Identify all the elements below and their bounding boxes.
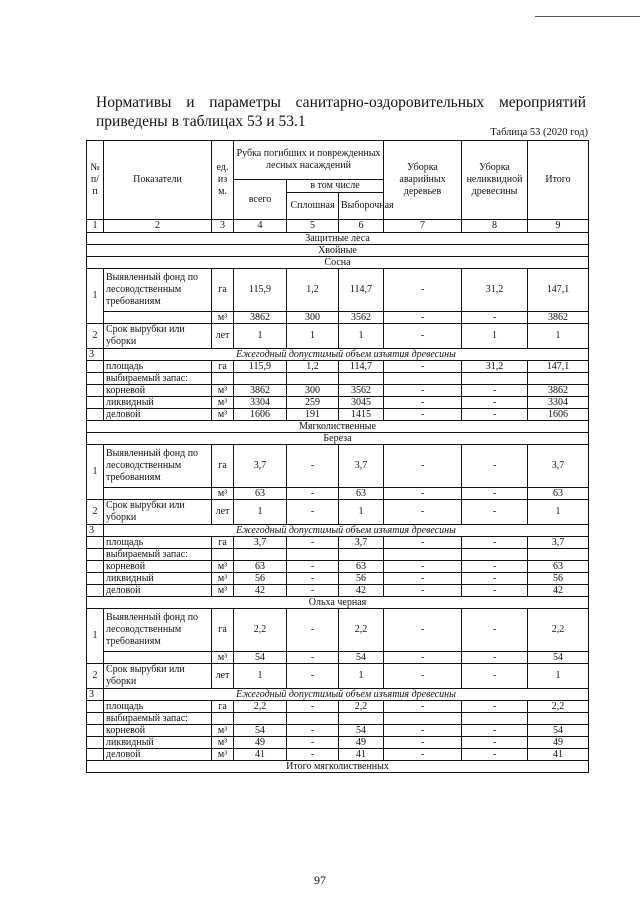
empty-cell — [87, 573, 104, 585]
table-cell: лет — [212, 664, 234, 689]
table-cell — [528, 713, 589, 725]
empty-cell — [87, 537, 104, 549]
page-number: 97 — [314, 873, 326, 887]
row-number: 3 — [87, 349, 104, 361]
data-row — [87, 537, 589, 549]
table-cell: га — [212, 609, 234, 652]
table-cell: - — [462, 609, 528, 652]
row-label: Выявленный фонд по лесоводственным требованиям — [104, 269, 212, 312]
row-label: площадь — [104, 361, 212, 373]
data-row — [87, 409, 589, 421]
header-including: в том числе — [287, 180, 384, 193]
table-cell: - — [287, 737, 339, 749]
subsection-title: Ежегодный допустимый объем изъятия древесины — [104, 349, 589, 361]
column-number-cell: 7 — [384, 220, 462, 233]
table-cell: - — [287, 725, 339, 737]
table-cell: 2,2 — [339, 609, 384, 652]
table-cell: - — [384, 324, 462, 349]
table-cell — [384, 549, 462, 561]
table-cell: га — [212, 701, 234, 713]
table-cell: 3862 — [528, 312, 589, 324]
table-cell: 1606 — [234, 409, 287, 421]
table-cell: - — [462, 561, 528, 573]
table-cell: 54 — [339, 652, 384, 664]
table-cell: - — [462, 488, 528, 500]
term-row — [87, 324, 589, 349]
table-cell: 3,7 — [339, 445, 384, 488]
empty-cell — [87, 409, 104, 421]
table-cell: м³ — [212, 725, 234, 737]
table-cell: - — [384, 701, 462, 713]
data-row — [87, 701, 589, 713]
fund-row — [87, 445, 589, 488]
term-row — [87, 500, 589, 525]
table-cell: 1,2 — [287, 361, 339, 373]
table-cell: лет — [212, 324, 234, 349]
table-cell: га — [212, 361, 234, 373]
table-cell: м³ — [212, 652, 234, 664]
table-cell: 41 — [234, 749, 287, 761]
section-title: Береза — [87, 433, 589, 445]
table-cell: - — [384, 585, 462, 597]
table-cell: 2,2 — [339, 701, 384, 713]
table-cell — [528, 549, 589, 561]
table-cell: - — [287, 664, 339, 689]
data-row — [87, 573, 589, 585]
table-cell — [212, 713, 234, 725]
table-cell: м³ — [212, 397, 234, 409]
data-row — [87, 725, 589, 737]
table-cell: - — [462, 737, 528, 749]
empty-cell — [87, 749, 104, 761]
table-cell: - — [462, 537, 528, 549]
data-row — [87, 361, 589, 373]
row-number: 3 — [87, 525, 104, 537]
table-cell: га — [212, 269, 234, 312]
table-cell: 115,9 — [234, 269, 287, 312]
row-label: Выявленный фонд по лесоводственным требованиям — [104, 445, 212, 488]
data-row — [87, 397, 589, 409]
section-row — [87, 597, 589, 609]
table-cell — [339, 373, 384, 385]
table-cell: - — [384, 361, 462, 373]
section-heading: Нормативы и параметры санитарно-оздоровительных мероприятий приведены в таблицах 53 и 53.1 — [96, 94, 586, 130]
table-cell: 1 — [339, 664, 384, 689]
section-title: Сосна — [87, 257, 589, 269]
term-row — [87, 664, 589, 689]
table-cell: 300 — [287, 385, 339, 397]
table-cell: - — [462, 749, 528, 761]
table-cell: - — [384, 652, 462, 664]
table-cell: га — [212, 537, 234, 549]
table-cell: 1 — [234, 324, 287, 349]
table-cell: 1 — [234, 664, 287, 689]
subsection-row — [87, 689, 589, 701]
row-label: ликвидный — [104, 737, 212, 749]
empty-cell — [104, 312, 212, 324]
header-selective: Выборочная — [339, 193, 384, 220]
header-emergency-trees: Уборка аварийных деревьев — [384, 141, 462, 220]
table-cell: - — [384, 445, 462, 488]
scan-artifact-line — [535, 16, 640, 17]
table-cell: - — [287, 585, 339, 597]
table-cell: - — [384, 749, 462, 761]
section-row — [87, 433, 589, 445]
empty-cell — [87, 725, 104, 737]
row-label: выбираемый запас: — [104, 549, 212, 561]
row-label: деловой — [104, 749, 212, 761]
table-cell: 56 — [234, 573, 287, 585]
table-cell: 41 — [339, 749, 384, 761]
fund-volume-row — [87, 488, 589, 500]
empty-cell — [87, 701, 104, 713]
table-cell: 42 — [234, 585, 287, 597]
subsection-row — [87, 525, 589, 537]
table-cell: - — [384, 397, 462, 409]
section-title: Хвойные — [87, 245, 589, 257]
section-row — [87, 245, 589, 257]
table-cell: 3304 — [234, 397, 287, 409]
table-cell: - — [384, 269, 462, 312]
header-clear-cut: Сплошная — [287, 193, 339, 220]
table-cell: - — [287, 500, 339, 525]
table-cell: 1415 — [339, 409, 384, 421]
table-cell — [462, 549, 528, 561]
table-cell: - — [384, 537, 462, 549]
table-cell — [234, 373, 287, 385]
table-cell: - — [462, 664, 528, 689]
table-cell: - — [462, 397, 528, 409]
column-number-cell: 8 — [462, 220, 528, 233]
table-cell: 49 — [528, 737, 589, 749]
data-row — [87, 585, 589, 597]
fund-row — [87, 269, 589, 312]
data-row — [87, 549, 589, 561]
table-cell: 1 — [339, 324, 384, 349]
table-cell: 3862 — [234, 312, 287, 324]
table-cell: 115,9 — [234, 361, 287, 373]
row-label: выбираемый запас: — [104, 373, 212, 385]
table-cell: - — [287, 445, 339, 488]
table-cell: га — [212, 445, 234, 488]
table-cell: 63 — [339, 488, 384, 500]
table-cell: м³ — [212, 749, 234, 761]
table-cell: 1 — [287, 324, 339, 349]
table-cell: - — [384, 609, 462, 652]
row-label: выбираемый запас: — [104, 713, 212, 725]
empty-cell — [87, 385, 104, 397]
table-cell: - — [287, 488, 339, 500]
table-cell: 3,7 — [528, 445, 589, 488]
row-number: 1 — [87, 269, 104, 324]
table-cell: 300 — [287, 312, 339, 324]
section-row — [87, 761, 589, 773]
table-wrapper — [86, 140, 588, 773]
row-label: Срок вырубки или уборки — [104, 500, 212, 525]
table-cell: м³ — [212, 561, 234, 573]
table-cell: м³ — [212, 737, 234, 749]
column-number-cell: 4 — [234, 220, 287, 233]
table-cell: 42 — [339, 585, 384, 597]
table-cell: лет — [212, 500, 234, 525]
table-cell — [384, 373, 462, 385]
empty-cell — [87, 373, 104, 385]
data-row — [87, 373, 589, 385]
table-cell: - — [462, 701, 528, 713]
table-cell: - — [384, 664, 462, 689]
empty-cell — [104, 652, 212, 664]
table-cell: 2,2 — [528, 701, 589, 713]
sanitary-measures-table — [86, 140, 589, 773]
table-cell: 63 — [234, 561, 287, 573]
table-cell: - — [287, 652, 339, 664]
column-number-cell: 5 — [287, 220, 339, 233]
subsection-row — [87, 349, 589, 361]
row-label: корневой — [104, 385, 212, 397]
empty-cell — [87, 585, 104, 597]
table-cell — [234, 549, 287, 561]
section-title: Итого мягколиственных — [87, 761, 589, 773]
table-cell: - — [462, 652, 528, 664]
table-cell: 147,1 — [528, 269, 589, 312]
table-cell: - — [462, 500, 528, 525]
table-cell: 2,2 — [528, 609, 589, 652]
table-cell: 3562 — [339, 312, 384, 324]
fund-volume-row — [87, 652, 589, 664]
table-cell — [462, 713, 528, 725]
table-cell: 191 — [287, 409, 339, 421]
empty-cell — [87, 737, 104, 749]
empty-cell — [87, 549, 104, 561]
table-cell: 3,7 — [234, 537, 287, 549]
table-cell: 54 — [528, 725, 589, 737]
table-cell: м³ — [212, 573, 234, 585]
column-number-cell: 6 — [339, 220, 384, 233]
table-cell: - — [384, 500, 462, 525]
empty-cell — [104, 488, 212, 500]
table-cell: 54 — [234, 725, 287, 737]
table-cell — [287, 549, 339, 561]
row-number: 2 — [87, 324, 104, 349]
header-illiquid-wood: Уборка неликвидной древесины — [462, 141, 528, 220]
row-label: ликвидный — [104, 573, 212, 585]
table-cell: - — [287, 749, 339, 761]
table-cell: м³ — [212, 409, 234, 421]
table-cell: м³ — [212, 312, 234, 324]
row-number: 1 — [87, 445, 104, 500]
table-cell — [212, 549, 234, 561]
header-num: № п/ п — [87, 141, 104, 220]
table-cell: 2,2 — [234, 609, 287, 652]
table-cell: - — [462, 312, 528, 324]
table-cell — [287, 373, 339, 385]
table-cell: 63 — [528, 488, 589, 500]
section-row — [87, 257, 589, 269]
header-unit: ед. из м. — [212, 141, 234, 220]
table-cell: - — [384, 725, 462, 737]
data-row — [87, 749, 589, 761]
table-cell: 1606 — [528, 409, 589, 421]
table-cell: 3562 — [339, 385, 384, 397]
row-label: Срок вырубки или уборки — [104, 664, 212, 689]
table-cell — [287, 713, 339, 725]
table-cell: 3,7 — [528, 537, 589, 549]
row-number: 2 — [87, 500, 104, 525]
row-label: площадь — [104, 701, 212, 713]
table-cell: 3,7 — [339, 537, 384, 549]
table-cell: 42 — [528, 585, 589, 597]
table-cell: - — [287, 561, 339, 573]
row-label: корневой — [104, 561, 212, 573]
table-cell: 2,2 — [234, 701, 287, 713]
table-caption: Таблица 53 (2020 год) — [490, 127, 588, 138]
table-cell: - — [462, 725, 528, 737]
table-cell: 1,2 — [287, 269, 339, 312]
table-cell — [384, 713, 462, 725]
empty-cell — [87, 397, 104, 409]
fund-volume-row — [87, 312, 589, 324]
data-row — [87, 737, 589, 749]
table-cell — [212, 373, 234, 385]
table-cell: 31,2 — [462, 361, 528, 373]
table-cell: 3,7 — [234, 445, 287, 488]
table-cell: - — [384, 737, 462, 749]
table-cell — [339, 713, 384, 725]
header-total: всего — [234, 180, 287, 220]
table-cell — [234, 713, 287, 725]
row-number: 2 — [87, 664, 104, 689]
table-cell: 3862 — [528, 385, 589, 397]
table-cell: 63 — [234, 488, 287, 500]
table-cell: 1 — [528, 500, 589, 525]
table-cell: - — [287, 537, 339, 549]
table-cell: 56 — [339, 573, 384, 585]
table-cell: 1 — [528, 324, 589, 349]
table-cell: - — [384, 312, 462, 324]
column-numbers-row — [87, 220, 589, 233]
section-title: Мягколиственные — [87, 421, 589, 433]
table-cell: 3045 — [339, 397, 384, 409]
table-cell: м³ — [212, 585, 234, 597]
table-cell: - — [287, 573, 339, 585]
table-cell: 1 — [339, 500, 384, 525]
row-label: Срок вырубки или уборки — [104, 324, 212, 349]
table-cell: 1 — [462, 324, 528, 349]
data-row — [87, 713, 589, 725]
row-number: 1 — [87, 609, 104, 664]
empty-cell — [87, 561, 104, 573]
column-number-cell: 9 — [528, 220, 589, 233]
empty-cell — [87, 361, 104, 373]
table-cell: - — [384, 409, 462, 421]
table-cell: - — [462, 385, 528, 397]
header-sum: Итого — [528, 141, 589, 220]
data-row — [87, 385, 589, 397]
section-title: Ольха черная — [87, 597, 589, 609]
header-felling: Рубка погибших и поврежденных лесных насаждений — [234, 141, 384, 180]
section-title: Защитные леса — [87, 233, 589, 245]
table-cell: - — [384, 573, 462, 585]
table-body — [87, 233, 589, 773]
table-cell: 49 — [339, 737, 384, 749]
table-cell: 1 — [528, 664, 589, 689]
row-number: 3 — [87, 689, 104, 701]
table-cell: 31,2 — [462, 269, 528, 312]
subsection-title: Ежегодный допустимый объем изъятия древесины — [104, 525, 589, 537]
row-label: деловой — [104, 585, 212, 597]
table-cell: - — [462, 585, 528, 597]
table-cell: 63 — [339, 561, 384, 573]
table-cell: 41 — [528, 749, 589, 761]
fund-row — [87, 609, 589, 652]
section-row — [87, 421, 589, 433]
table-cell — [528, 373, 589, 385]
table-cell: 147,1 — [528, 361, 589, 373]
table-cell: - — [287, 609, 339, 652]
table-cell — [462, 373, 528, 385]
section-row — [87, 233, 589, 245]
column-number-cell: 2 — [104, 220, 212, 233]
table-cell: 54 — [339, 725, 384, 737]
table-cell: - — [462, 409, 528, 421]
table-cell: - — [384, 385, 462, 397]
column-number-cell: 3 — [212, 220, 234, 233]
row-label: деловой — [104, 409, 212, 421]
table-cell: 3304 — [528, 397, 589, 409]
table-cell: 54 — [528, 652, 589, 664]
column-number-cell: 1 — [87, 220, 104, 233]
data-row — [87, 561, 589, 573]
table-cell: - — [384, 488, 462, 500]
table-cell — [339, 549, 384, 561]
table-cell: 3862 — [234, 385, 287, 397]
row-label: площадь — [104, 537, 212, 549]
table-cell: 259 — [287, 397, 339, 409]
table-cell: - — [462, 573, 528, 585]
table-cell: 1 — [234, 500, 287, 525]
row-label: Выявленный фонд по лесоводственным требованиям — [104, 609, 212, 652]
table-cell: - — [462, 445, 528, 488]
table-cell: 114,7 — [339, 361, 384, 373]
empty-cell — [87, 713, 104, 725]
table-cell: - — [287, 701, 339, 713]
table-cell: 63 — [528, 561, 589, 573]
row-label: корневой — [104, 725, 212, 737]
header-indicators: Показатели — [104, 141, 212, 220]
row-label: ликвидный — [104, 397, 212, 409]
table-cell: м³ — [212, 488, 234, 500]
subsection-title: Ежегодный допустимый объем изъятия древесины — [104, 689, 589, 701]
table-cell: - — [384, 561, 462, 573]
table-cell: 54 — [234, 652, 287, 664]
table-cell: м³ — [212, 385, 234, 397]
table-cell: 56 — [528, 573, 589, 585]
table-cell: 49 — [234, 737, 287, 749]
table-cell: 114,7 — [339, 269, 384, 312]
